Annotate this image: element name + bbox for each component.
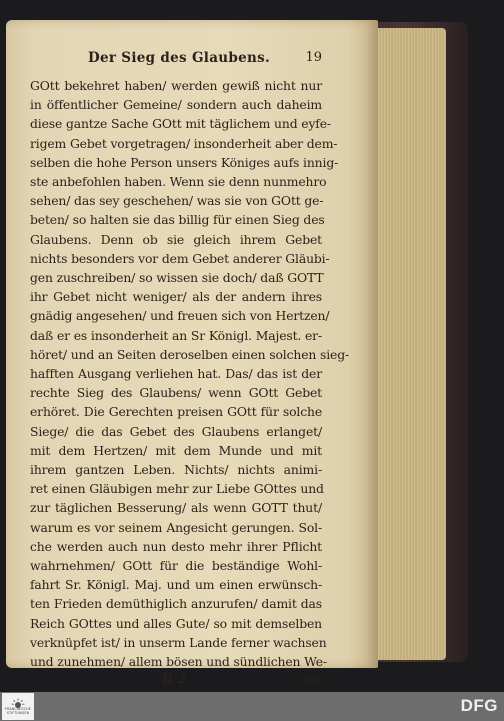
dfg-logo[interactable]: DFG xyxy=(460,696,498,715)
text-line: wahrnehmen/ GOtt für die beständige Wohl- xyxy=(30,558,322,574)
text-line: warum es vor seinem Angesicht gerungen. Sol- xyxy=(30,519,322,535)
text-line: ret einen Gläubigen mehr zur Liebe GOttes und xyxy=(30,481,324,497)
text-line: erhöret. Die Gerechten preisen GOtt für solche xyxy=(30,404,322,420)
text-line: in öffentlicher Gemeine/ sondern auch daheim xyxy=(30,97,322,113)
text-line: ihr Gebet nicht weniger/ als der andern ihres xyxy=(30,289,322,305)
viewer-footer-bar xyxy=(0,692,504,721)
page-footer xyxy=(30,672,322,692)
text-line: und zunehmen/ allem bösen und sündlichen We- xyxy=(30,654,327,670)
text-line: beten/ so halten sie das billig für einen Sieg des xyxy=(30,212,325,228)
text-line: ihrem gantzen Leben. Nichts/ nichts animi- xyxy=(30,462,322,478)
text-line: sehen/ das sey geschehen/ was sie von GOtt ge- xyxy=(30,193,324,209)
text-line: gnädig angesehen/ und freuen sich von Hertzen/ xyxy=(30,308,330,324)
text-line: verknüpfet ist/ in unserm Lande ferner wachsen xyxy=(30,634,327,650)
text-line: mit dem Hertzen/ mit dem Munde und mit xyxy=(30,442,322,458)
text-line: gen zuschreiben/ so wissen sie doch/ daß GOTT xyxy=(30,270,324,286)
text-line: Reich GOttes und alles Gute/ so mit demselben xyxy=(30,615,322,631)
library-logo-line: FRANCKESCHE xyxy=(4,706,32,711)
text-line: nichts besonders vor dem Gebet anderer Gläubi- xyxy=(30,250,330,266)
text-line: Siege/ die das Gebet des Glaubens erlanget/ xyxy=(30,423,322,439)
library-logo[interactable] xyxy=(2,693,34,720)
book-page xyxy=(6,20,378,688)
text-line: rechte Sieg des Glaubens/ wenn GOtt Gebet xyxy=(30,385,322,401)
text-line: ste anbefohlen haben. Wenn sie denn nunmehro xyxy=(30,174,327,190)
page-header xyxy=(30,50,322,72)
text-line: selben die hohe Person unsers Königes aufs innig- xyxy=(30,154,339,170)
body-text xyxy=(30,76,350,671)
running-title: Der Sieg des Glaubens. xyxy=(88,50,271,66)
library-logo-line: STIFTUNGEN xyxy=(6,710,30,715)
text-line: daß er es insonderheit an Sr Königl. Majest. er- xyxy=(30,327,322,343)
text-line: zur täglichen Besserung/ als wenn GOTT thut/ xyxy=(30,500,322,516)
catchword: sen xyxy=(300,672,322,688)
page-number: 19 xyxy=(305,50,322,65)
text-line: ten Frieden demüthiglich anzurufen/ damit das xyxy=(30,596,322,612)
text-line: GOtt bekehret haben/ werden gewiß nicht nur xyxy=(30,78,322,93)
text-line: höret/ und an Seiten deroselben einen solchen sieg- xyxy=(30,346,350,362)
text-line: che werden auch nun desto mehr ihrer Pflicht xyxy=(30,538,322,554)
signature-mark: B 2 xyxy=(162,672,187,688)
text-line: diese gantze Sache GOtt mit täglichem und eyfe- xyxy=(30,116,331,132)
page-edges xyxy=(366,28,446,660)
text-line: rigem Gebet vorgetragen/ insonderheit aber dem- xyxy=(30,135,338,151)
page-content xyxy=(30,50,350,688)
text-line: fahrt Sr. Königl. Maj. und um einen erwünsch- xyxy=(30,577,322,593)
text-line: Glaubens. Denn ob sie gleich ihrem Gebet xyxy=(30,231,322,247)
text-line: hafften Ausgang verliehen hat. Das/ das ist der xyxy=(30,366,322,382)
